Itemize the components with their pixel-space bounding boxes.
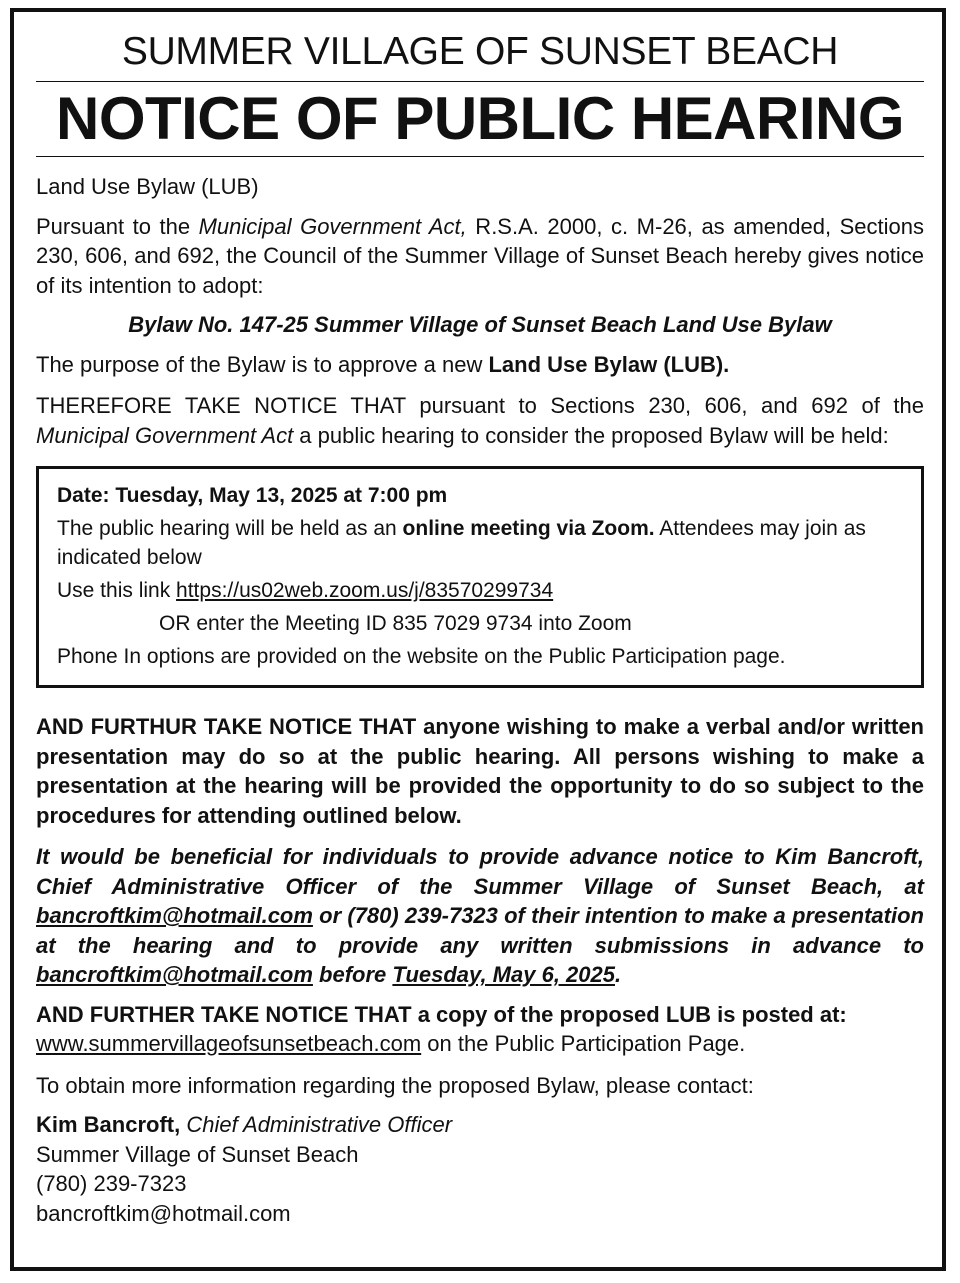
zoom-link-prefix: Use this link [57,579,177,602]
advance-email-1[interactable]: bancroftkim@hotmail.com [36,903,313,928]
further-tail: on the Public Participation Page. [421,1031,746,1056]
hearing-date: Date: Tuesday, May 13, 2025 at 7:00 pm [57,484,448,507]
advance-notice [36,842,924,990]
website-link[interactable]: www.summervillageofsunsetbeach.com [36,1031,422,1056]
therefore-act: Municipal Government Act [36,422,294,448]
pursuant-paragraph [36,212,924,301]
contact-name-line [36,1110,924,1140]
furthur-notice [36,712,924,830]
hearing-format [57,514,903,572]
pursuant-text-b: R.S.A. 2000, c. M-26, as amended, Sections 230, 606, and 692, the Council of the Summer Village of Sunset Beach hereby gives notice of its intention to adopt: [36,213,924,298]
contact-phone: (780) 239-7323 [36,1171,187,1196]
lub-label: Land Use Bylaw (LUB) [36,174,259,199]
hearing-format-a: The public hearing will be held as an [57,517,403,540]
notice-headline: NOTICE OF PUBLIC HEARING [55,85,904,152]
header-divider [36,81,924,82]
headline-divider [36,156,924,157]
furthur-lead: AND FURTHUR TAKE NOTICE THAT [36,714,417,739]
contact-intro: To obtain more information regarding the proposed Bylaw, please contact: [36,1072,754,1098]
phone-options: Phone In options are provided on the website on the Public Participation page. [57,645,786,668]
advance-text-c: before [312,962,393,987]
zoom-link[interactable]: https://us02web.zoom.us/j/83570299734 [176,579,554,602]
purpose-bold: Land Use Bylaw (LUB). [488,351,730,377]
further-lead: AND FURTHER TAKE NOTICE THAT a copy of the proposed LUB is posted at: [36,1001,847,1027]
contact-title: Chief Administrative Officer [180,1112,453,1137]
notice-content [36,28,924,1228]
advance-text-b: or (780) 239-7323 of their intention to make a presentation at the hearing and to provide any written submissions in advance to [36,903,924,958]
contact-email: bancroftkim@hotmail.com [36,1200,291,1226]
therefore-text-b: a public hearing to consider the proposed Bylaw will be held: [293,422,889,448]
therefore-text-a: THEREFORE TAKE NOTICE THAT pursuant to Sections 230, 606, and 692 of the [36,393,924,418]
contact-block [36,1110,924,1228]
contact-name: Kim Bancroft, [36,1112,181,1137]
hearing-details-box [36,466,924,688]
advance-email-2[interactable]: bancroftkim@hotmail.com [36,962,313,987]
further-notice [36,1000,924,1059]
contact-org: Summer Village of Sunset Beach [36,1141,359,1167]
meeting-id: OR enter the Meeting ID 835 7029 9734 into Zoom [159,612,632,635]
purpose-text: The purpose of the Bylaw is to approve a new [36,351,489,377]
hearing-format-bold: online meeting via Zoom. [402,517,655,540]
advance-text-d: . [614,962,622,987]
zoom-link-line [57,576,903,605]
notice-frame [10,8,946,1271]
village-name: SUMMER VILLAGE OF SUNSET BEACH [121,30,839,73]
therefore-paragraph [36,391,924,450]
bylaw-title: Bylaw No. 147-25 Summer Village of Sunset Beach Land Use Bylaw [128,312,832,337]
deadline-date: Tuesday, May 6, 2025 [392,962,615,987]
hearing-format-c: Attendees may join as indicated below [57,517,866,569]
advance-text-a: It would be beneficial for individuals to provide advance notice to Kim Bancroft, Chief Administrative Officer of the Summer Village of Sunset Beach, at [36,844,924,899]
purpose-paragraph [36,350,924,380]
furthur-body: anyone wishing to make a verbal and/or written presentation may do so at the public hearing. All persons wishing to make a presentation at the hearing will be provided the opportunity to do so subject to the procedures for attending outlined below. [36,714,924,828]
act-name: Municipal Government Act, [198,213,467,239]
pursuant-text-a: Pursuant to the [36,213,199,239]
